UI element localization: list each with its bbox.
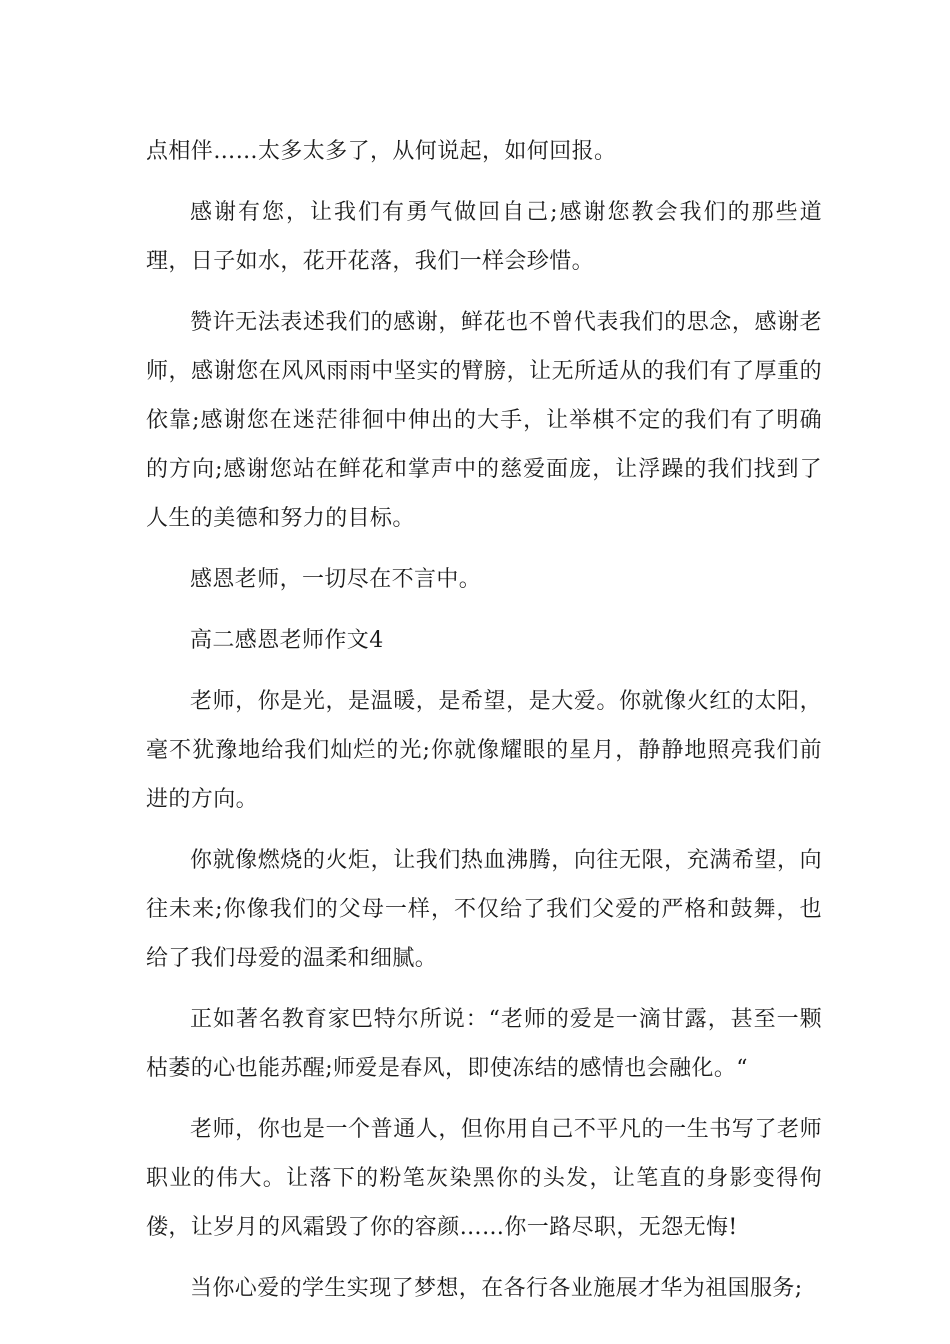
document-body (146, 127, 822, 1325)
paragraph-9: 老师，你也是一个普通人，但你用自己不平凡的一生书写了老师职业的伟大。让落下的粉笔灰染黑你的头发，让笔直的身影变得佝偻，让岁月的风霜毁了你的容颜……你一路尽职，无怨无悔! (146, 1117, 822, 1240)
paragraph-8: 正如著名教育家巴特尔所说：“老师的爱是一滴甘露，甚至一颗枯萎的心也能苏醒;师爱是春风，即使冻结的感情也会融化。“ (146, 1007, 822, 1081)
paragraph-1: 点相伴……太多太多了，从何说起，如何回报。 (146, 139, 617, 164)
paragraph-7: 你就像燃烧的火炬，让我们热血沸腾，向往无限，充满希望，向往未来;你像我们的父母一样，不仅给了我们父爱的严格和鼓舞，也给了我们母爱的温柔和细腻。 (146, 848, 822, 971)
paragraph-2: 感谢有您，让我们有勇气做回自己;感谢您教会我们的那些道理，日子如水，花开花落，我们一样会珍惜。 (146, 200, 822, 274)
paragraph-3: 赞许无法表述我们的感谢，鲜花也不曾代表我们的思念，感谢老师，感谢您在风风雨雨中坚实的臂膀，让无所适从的我们有了厚重的依靠;感谢您在迷茫徘徊中伸出的大手，让举棋不定的我们有了明确的方向;感谢您站在鲜花和掌声中的慈爱面庞，让浮躁的我们找到了人生的美德和努力的目标。 (146, 310, 822, 531)
paragraph-10: 当你心爱的学生实现了梦想，在各行各业施展才华为祖国服务; (190, 1276, 803, 1301)
paragraph-6: 老师，你是光，是温暖，是希望，是大爱。你就像火红的太阳，毫不犹豫地给我们灿烂的光;你就像耀眼的星月，静静地照亮我们前进的方向。 (146, 689, 822, 812)
paragraph-4: 感恩老师，一切尽在不言中。 (190, 567, 482, 592)
section-heading: 高二感恩老师作文4 (190, 628, 384, 653)
